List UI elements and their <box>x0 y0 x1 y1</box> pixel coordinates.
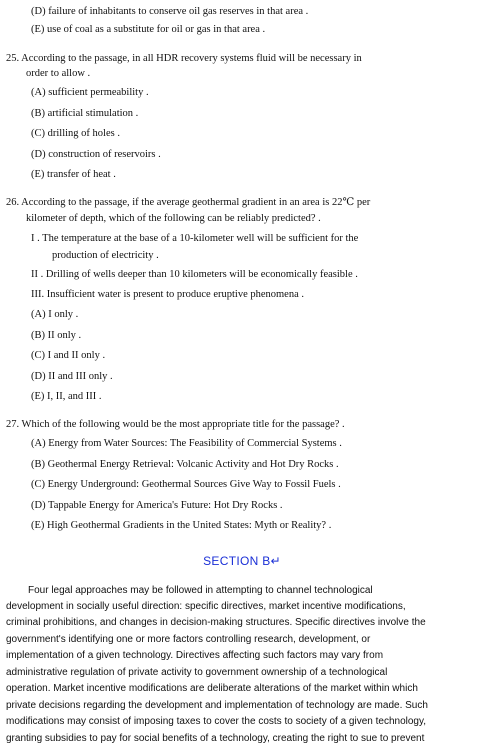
q26-stem: 26. According to the passage, if the average geothermal gradient in an area is 22℃ per <box>6 197 371 208</box>
section-heading: SECTION B↵ <box>203 554 281 568</box>
q24-option-e: (E) use of coal as a substitute for oil or gas in that area . <box>31 24 266 35</box>
q25-option-b: (B) artificial stimulation . <box>31 108 139 119</box>
passage-line: development in socially useful direction: specific directives, market incentive modifications, <box>6 601 406 612</box>
passage-line: criminal prohibitions, and changes in decision-making structures. Specific directives involve the <box>6 617 426 628</box>
q26-stem-cont: kilometer of depth, which of the following can be reliably predicted? . <box>26 213 321 224</box>
q25-stem-cont: order to allow . <box>26 68 91 79</box>
q26-item-1-cont: production of electricity . <box>52 250 159 261</box>
q25-stem: 25. According to the passage, in all HDR recovery systems fluid will be necessary in <box>6 53 362 64</box>
q27-option-e: (E) High Geothermal Gradients in the United States: Myth or Reality? . <box>31 520 332 531</box>
q25-option-c: (C) drilling of holes . <box>31 128 120 139</box>
q26-option-e: (E) I, II, and III . <box>31 391 102 402</box>
q25-option-a: (A) sufficient permeability . <box>31 87 149 98</box>
q26-option-d: (D) II and III only . <box>31 371 113 382</box>
q27-option-c: (C) Energy Underground: Geothermal Sources Give Way to Fossil Fuels . <box>31 479 341 490</box>
passage-line: modifications may consist of imposing taxes to cover the costs to society of a given technology, <box>6 716 427 727</box>
q26-item-2: II . Drilling of wells deeper than 10 kilometers will be economically feasible . <box>31 269 358 280</box>
passage-line: administrative regulation of private activity to government ownership of a technological <box>6 667 388 678</box>
q26-option-a: (A) I only . <box>31 309 79 320</box>
passage-line: operation. Market incentive modifications are deliberate alterations of the market within which <box>6 683 418 694</box>
passage-line: implementation of a given technology. Directives affecting such factors may vary from <box>6 650 384 661</box>
q27-option-b: (B) Geothermal Energy Retrieval: Volcanic Activity and Hot Dry Rocks . <box>31 459 339 470</box>
q26-option-c: (C) I and II only . <box>31 350 106 361</box>
q26-option-b: (B) II only . <box>31 330 82 341</box>
q27-option-d: (D) Tappable Energy for America's Future: Hot Dry Rocks . <box>31 500 283 511</box>
q24-option-d: (D) failure of inhabitants to conserve oil gas reserves in that area . <box>31 6 309 17</box>
q27-stem: 27. Which of the following would be the most appropriate title for the passage? . <box>6 419 345 430</box>
q26-item-3: III. Insufficient water is present to produce eruptive phenomena . <box>31 289 304 300</box>
q26-item-1: I . The temperature at the base of a 10-kilometer well will be sufficient for the <box>31 233 359 244</box>
passage-line: granting subsidies to pay for social benefits of a technology, creating the right to sue to prevent <box>6 733 425 744</box>
passage-line: private decisions regarding the development and implementation of technology are made. Such <box>6 700 428 711</box>
q25-option-d: (D) construction of reservoirs . <box>31 149 161 160</box>
passage-line: government's identifying one or more factors controlling research, development, or <box>6 634 371 645</box>
q27-option-a: (A) Energy from Water Sources: The Feasibility of Commercial Systems . <box>31 438 342 449</box>
passage-line: Four legal approaches may be followed in attempting to channel technological <box>28 585 373 596</box>
q25-option-e: (E) transfer of heat . <box>31 169 116 180</box>
